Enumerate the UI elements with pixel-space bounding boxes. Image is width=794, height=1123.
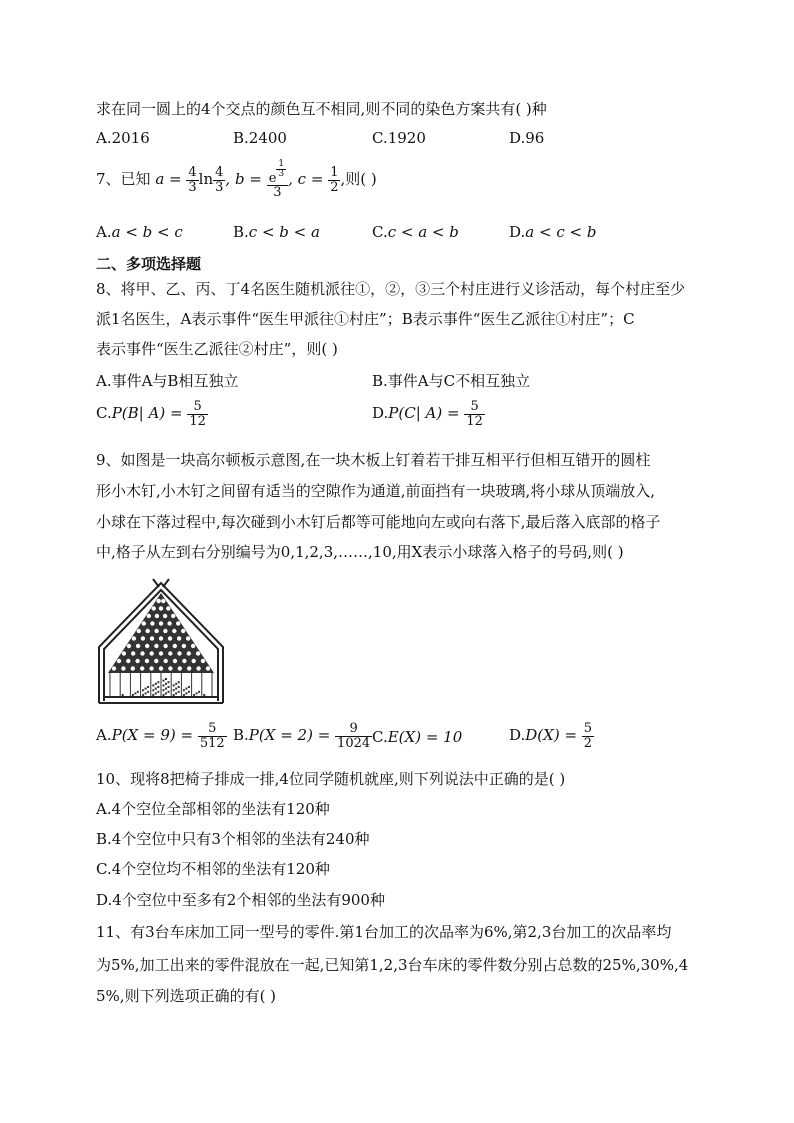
q6-option-b: B.2400 [233,129,287,147]
q10-stem: 10、现将8把椅子排成一排,4位同学随机就座,则下列说法中正确的是( ) [96,770,566,788]
q7-option-b: B.c < b < a [233,223,320,241]
peg [181,629,185,633]
ball [147,686,149,688]
peg [206,666,210,670]
peg [154,629,158,633]
q11-line-3: 5%,则下列选项正确的有( ) [96,987,277,1005]
peg [173,644,177,648]
ball [168,691,170,693]
ball [145,688,147,690]
peg [159,621,163,625]
q6-option-c: C.1920 [372,129,426,147]
peg [157,599,161,603]
peg [163,629,167,633]
q7-frac-1: $\frac{4}{3}$ [188,164,197,195]
peg [117,659,121,663]
peg [168,636,172,640]
ball [183,694,185,696]
peg [136,644,140,648]
ball [152,694,154,696]
ball [155,688,157,690]
ball [137,691,139,693]
q7-option-c: C.c < a < b [372,223,459,241]
ball [178,691,180,693]
peg [154,644,158,648]
peg [167,621,171,625]
q9-line-4: 中,格子从左到右分别编号为0,1,2,3,……,10,用X表示小球落入格子的号码,则( ) [96,543,624,561]
ball [178,686,180,688]
peg [150,636,154,640]
ball [163,684,165,686]
peg [187,666,191,670]
peg [126,659,130,663]
peg [132,636,136,640]
peg [159,651,163,655]
peg [201,659,205,663]
peg [186,636,190,640]
q6-option-d: D.96 [509,129,545,147]
q7-prefix: 7、已知 [96,170,151,189]
peg [171,614,175,618]
ball [155,692,157,694]
peg [168,666,172,670]
ball [175,692,177,694]
peg [182,659,186,663]
peg-area [108,593,214,673]
q9-line-3: 小球在下落过程中,每次碰到小木钉后都等可能地向左或向右落下,最后落入底部的格子 [96,513,661,531]
peg [146,629,150,633]
q7-frac-2: $\frac{4}{3}$ [215,164,224,195]
ball [178,681,180,683]
peg [164,659,168,663]
ball [165,678,167,680]
ball [188,691,190,693]
q6-stem-text: 求在同一圆上的4个交点的颜色互不相同,则不同的染色方案共有( )种 [96,100,547,118]
peg [159,636,163,640]
peg [140,666,144,670]
peg [155,614,159,618]
q10-option-a: A.4个空位全部相邻的坐法有120种 [96,800,330,818]
ball [198,691,200,693]
q7-option-a: A.a < b < c [96,223,183,241]
q6-option-a: A.2016 [96,129,150,147]
ball [142,689,144,691]
q7-frac-b: e $\frac{1}{3}$ 3 [267,160,288,200]
ball [185,688,187,690]
peg [172,629,176,633]
ball [175,688,177,690]
ball [163,680,165,682]
peg [141,636,145,640]
q9-option-b: B.P(X = 2) = $\frac{9}{1024}$ [233,721,371,751]
q7-frac-c: $\frac{1}{2}$ [330,164,339,195]
q9-line-2: 形小木钉,小木钉之间留有适当的空隙作为通道,前面挡有一块玻璃,将小球从顶端放入, [96,482,656,500]
peg [137,629,141,633]
ball [175,683,177,685]
peg [147,614,151,618]
q8-option-a: A.事件A与B相互独立 [96,372,239,390]
q9-option-a: A.P(X = 9) = $\frac{5}{512}$ [96,721,225,751]
collected-balls [122,678,206,696]
ball [147,691,149,693]
ball [193,694,195,696]
q7-c-lhs: , c = [288,170,324,189]
peg [122,651,126,655]
q7-b-lhs: , b = [225,170,262,189]
peg [173,659,177,663]
peg [161,599,165,603]
ball [163,694,165,696]
ball [173,689,175,691]
q10-option-d: D.4个空位中至多有2个相邻的坐法有900种 [96,891,385,909]
ball [122,694,124,696]
ball [183,689,185,691]
peg [159,606,163,610]
q9-line-1: 9、如图是一块高尔顿板示意图,在一块木板上钉着若干排互相平行但相互错开的圆柱 [96,451,651,469]
q11-line-2: 为5%,加工出来的零件混放在一起,已知第1,2,3台车床的零件数分别占总数的25%,30%,4 [96,956,689,974]
ball [165,688,167,690]
ball [157,691,159,693]
section-heading: 二、多项选择题 [96,255,202,273]
peg [131,651,135,655]
q7-a-lhs: a = [155,170,182,189]
peg [187,651,191,655]
peg [150,621,154,625]
q10-option-b: B.4个空位中只有3个相邻的坐法有240种 [96,830,370,848]
peg [145,659,149,663]
peg [163,614,167,618]
ball [185,692,187,694]
ball [152,684,154,686]
q8-line-3: 表示事件“医生乙派往②村庄”，则( ) [96,340,338,358]
ball [155,683,157,685]
peg [127,644,131,648]
ball [145,692,147,694]
q7-stem [96,160,377,200]
peg [191,644,195,648]
q11-line-1: 11、有3台车床加工同一型号的零件.第1台加工的次品率为6%,第2,3台加工的次品率均 [96,923,672,941]
peg [182,644,186,648]
ball [168,681,170,683]
q8-option-d: D.P(C| A) = $\frac{5}{12}$ [372,399,483,429]
peg [112,666,116,670]
peg [135,659,139,663]
ball [168,686,170,688]
peg [192,659,196,663]
peg [196,651,200,655]
peg [178,666,182,670]
peg [145,644,149,648]
peg [121,666,125,670]
q7-suffix: ,则( ) [340,170,377,189]
peg [131,666,135,670]
q9-option-d: D.D(X) = $\frac{5}{2}$ [509,721,593,751]
galton-board-figure [96,577,226,705]
peg [152,606,156,610]
q7-option-d: D.a < c < b [509,223,597,241]
ball [173,684,175,686]
q10-option-c: C.4个空位均不相邻的坐法有120种 [96,860,330,878]
ball [142,694,144,696]
q8-option-b: B.事件A与C不相互独立 [372,372,531,390]
peg [150,651,154,655]
ball [157,681,159,683]
peg [196,666,200,670]
ball [165,692,167,694]
q8-line-1: 8、将甲、乙、丙、丁4名医生随机派往①，②，③三个村庄进行义诊活动，每个村庄至少 [96,280,686,298]
peg [140,651,144,655]
ball [157,686,159,688]
q9-option-c: C.E(X) = 10 [372,728,463,746]
q7-ln: ln [198,170,214,189]
peg [154,659,158,663]
peg [168,651,172,655]
q8-line-2: 派1名医生，A表示事件“医生甲派往①村庄”；B表示事件“医生乙派往①村庄”；C [96,310,635,328]
ball [132,694,134,696]
ball [188,686,190,688]
ball [163,689,165,691]
ball [165,683,167,685]
q8-option-c: C.P(B| A) = $\frac{5}{12}$ [96,399,206,429]
peg [177,651,181,655]
ball [134,692,136,694]
peg [149,666,153,670]
ball [203,694,205,696]
peg [163,644,167,648]
peg [176,621,180,625]
peg [166,606,170,610]
peg [159,666,163,670]
ball [196,692,198,694]
peg [177,636,181,640]
ball [173,694,175,696]
peg [142,621,146,625]
ball [152,689,154,691]
